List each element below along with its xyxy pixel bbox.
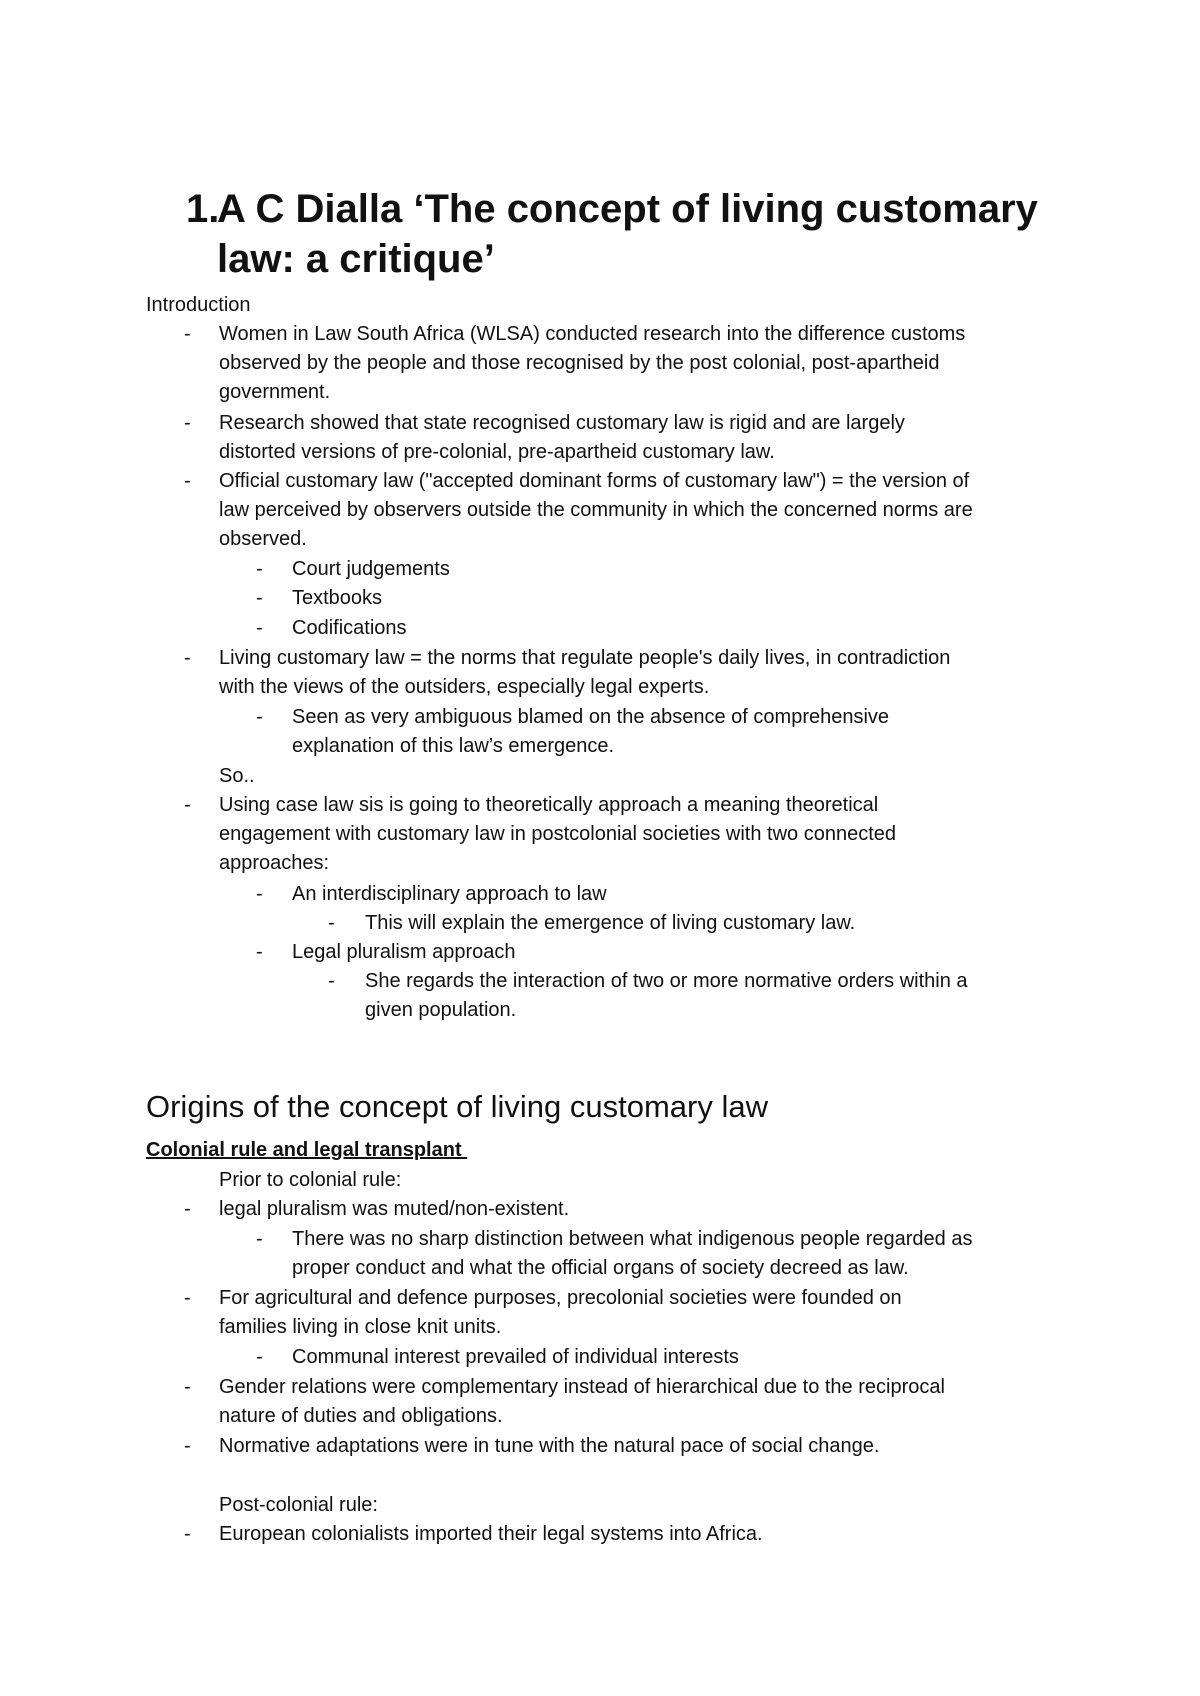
bullet-dash: - bbox=[256, 617, 263, 639]
origins-bullet-3-line-2: nature of duties and obligations. bbox=[219, 1405, 503, 1427]
intro-bullet-5-line-3: approaches: bbox=[219, 852, 330, 874]
colonial-rule-subheading: Colonial rule and legal transplant bbox=[146, 1139, 468, 1161]
intro-bullet-2-line-1: Research showed that state recognised customary law is rigid and are largely bbox=[219, 412, 905, 434]
bullet-dash: - bbox=[256, 558, 263, 580]
origins-bullet-1-sub-line-1: There was no sharp distinction between what indigenous people regarded as bbox=[292, 1228, 973, 1250]
intro-bullet-5-sub-1-sub: This will explain the emergence of living customary law. bbox=[365, 912, 856, 934]
intro-bullet-2-line-2: distorted versions of pre-colonial, pre-apartheid customary law. bbox=[219, 441, 775, 463]
bullet-dash: - bbox=[184, 1435, 191, 1457]
bullet-dash: - bbox=[184, 1376, 191, 1398]
intro-bullet-1-line-2: observed by the people and those recognised by the post colonial, post-apartheid bbox=[219, 352, 940, 374]
intro-bullet-5-sub-2: Legal pluralism approach bbox=[292, 941, 516, 963]
bullet-dash: - bbox=[256, 883, 263, 905]
intro-bullet-5-sub-2-sub-line-1: She regards the interaction of two or more normative orders within a bbox=[365, 970, 968, 992]
intro-bullet-5-sub-1: An interdisciplinary approach to law bbox=[292, 883, 607, 905]
intro-bullet-3-line-3: observed. bbox=[219, 528, 307, 550]
bullet-dash: - bbox=[184, 470, 191, 492]
intro-bullet-5-sub-2-sub-line-2: given population. bbox=[365, 999, 517, 1021]
bullet-dash: - bbox=[256, 1228, 263, 1250]
introduction-label: Introduction bbox=[146, 294, 251, 316]
intro-bullet-4-line-2: with the views of the outsiders, especially legal experts. bbox=[219, 676, 710, 698]
title-line-1: A C Dialla ‘The concept of living customary bbox=[217, 187, 1038, 231]
intro-bullet-3-line-2: law perceived by observers outside the community in which the concerned norms are bbox=[219, 499, 973, 521]
origins-bullet-2-line-2: families living in close knit units. bbox=[219, 1316, 502, 1338]
bullet-dash: - bbox=[256, 1346, 263, 1368]
bullet-dash: - bbox=[184, 647, 191, 669]
prior-colonial-label: Prior to colonial rule: bbox=[219, 1169, 402, 1191]
bullet-dash: - bbox=[256, 706, 263, 728]
bullet-dash: - bbox=[184, 1287, 191, 1309]
intro-bullet-4-sub-line-2: explanation of this law’s emergence. bbox=[292, 735, 615, 757]
origins-bullet-4: Normative adaptations were in tune with the natural pace of social change. bbox=[219, 1435, 880, 1457]
origins-heading: Origins of the concept of living customary law bbox=[146, 1089, 768, 1124]
post-colonial-label: Post-colonial rule: bbox=[219, 1494, 378, 1516]
origins-bullet-1: legal pluralism was muted/non-existent. bbox=[219, 1198, 570, 1220]
intro-bullet-4-sub-line-1: Seen as very ambiguous blamed on the absence of comprehensive bbox=[292, 706, 890, 728]
bullet-dash: - bbox=[256, 587, 263, 609]
title-number: 1. bbox=[186, 187, 220, 231]
intro-sub-item-codifications: Codifications bbox=[292, 617, 407, 639]
intro-sub-item-textbooks: Textbooks bbox=[292, 587, 383, 609]
bullet-dash: - bbox=[328, 912, 335, 934]
intro-bullet-5-line-2: engagement with customary law in postcolonial societies with two connected bbox=[219, 823, 897, 845]
bullet-dash: - bbox=[184, 323, 191, 345]
origins-bullet-3-line-1: Gender relations were complementary instead of hierarchical due to the reciprocal bbox=[219, 1376, 945, 1398]
bullet-dash: - bbox=[184, 1198, 191, 1220]
origins-bullet-2-sub: Communal interest prevailed of individual interests bbox=[292, 1346, 739, 1368]
intro-bullet-5-line-1: Using case law sis is going to theoretically approach a meaning theoretical bbox=[219, 794, 879, 816]
intro-so-text: So.. bbox=[219, 765, 255, 787]
intro-bullet-1-line-3: government. bbox=[219, 381, 331, 403]
title-line-2: law: a critique’ bbox=[217, 237, 495, 281]
bullet-dash: - bbox=[256, 941, 263, 963]
origins-bullet-1-sub-line-2: proper conduct and what the official organs of society decreed as law. bbox=[292, 1257, 909, 1279]
bullet-dash: - bbox=[328, 970, 335, 992]
intro-bullet-4-line-1: Living customary law = the norms that regulate people's daily lives, in contradiction bbox=[219, 647, 951, 669]
bullet-dash: - bbox=[184, 794, 191, 816]
post-colonial-bullet-1: European colonialists imported their legal systems into Africa. bbox=[219, 1523, 763, 1545]
intro-sub-item-court-judgements: Court judgements bbox=[292, 558, 450, 580]
bullet-dash: - bbox=[184, 412, 191, 434]
intro-bullet-3-line-1: Official customary law ("accepted dominant forms of customary law") = the version of bbox=[219, 470, 970, 492]
bullet-dash: - bbox=[184, 1523, 191, 1545]
origins-bullet-2-line-1: For agricultural and defence purposes, precolonial societies were founded on bbox=[219, 1287, 902, 1309]
intro-bullet-1-line-1: Women in Law South Africa (WLSA) conducted research into the difference customs bbox=[219, 323, 966, 345]
